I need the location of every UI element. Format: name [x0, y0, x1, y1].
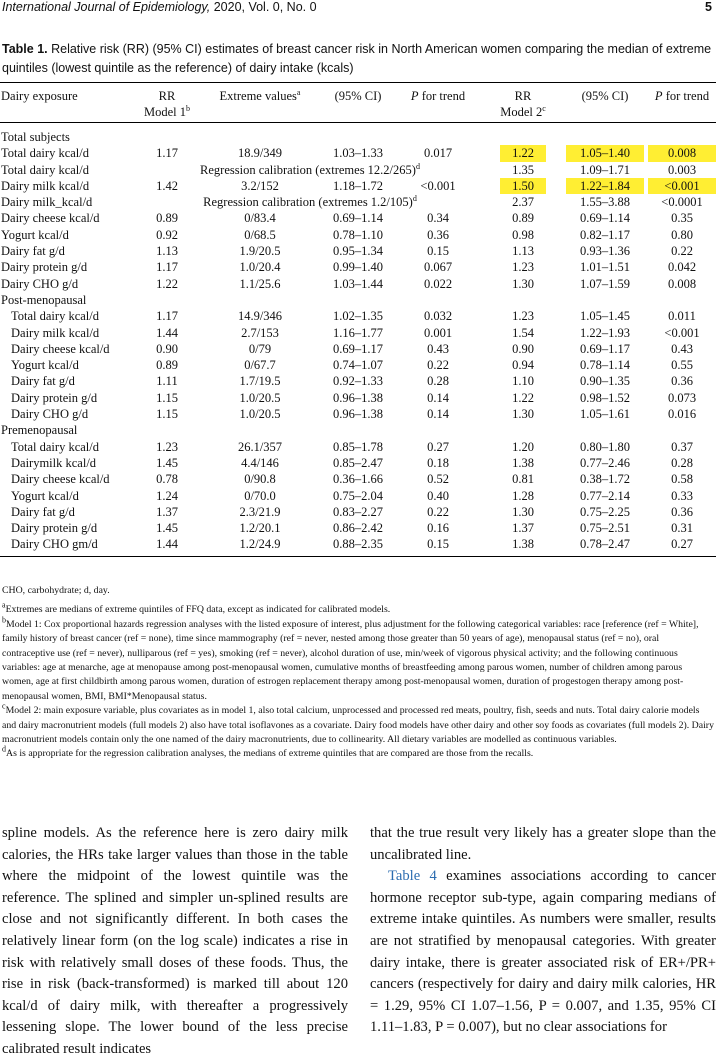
table-row [0, 259, 716, 275]
rr-model1-cell: 0.92 [156, 227, 178, 242]
footnote-d: $^d$As is appropriate for the regression calibration analyses, the medians of extreme quintiles that are compared are those from the recalls. [2, 745, 534, 760]
extreme-values-cell: 1.2/20.1 [239, 521, 281, 536]
rr-model1-cell: 1.44 [156, 325, 178, 340]
p-trend-model2-cell: 0.003 [667, 162, 697, 177]
ci-model2-cell: 0.80–1.80 [580, 439, 630, 454]
ci-model1-cell: 0.83–2.27 [333, 504, 383, 519]
rr-model2-cell: 1.28 [512, 488, 534, 503]
ci-model1-cell: 0.96–1.38 [333, 390, 383, 405]
p-trend-model2-cell: 0.016 [667, 407, 697, 422]
p-trend-model1-cell: 0.52 [427, 472, 449, 487]
ci-model1-cell: 1.16–1.77 [333, 325, 383, 340]
rr-model2-cell: 1.54 [512, 325, 534, 340]
caption-label: Table 1. [2, 42, 48, 56]
col-rr-model1: RR Model 1$^b$ [143, 89, 190, 119]
p-trend-model2-cell: 0.042 [667, 260, 697, 275]
p-trend-model1-cell: 0.032 [423, 309, 453, 324]
col-extreme-values: Extreme values$^a$ [219, 87, 301, 103]
ci-model1-cell: 0.99–1.40 [333, 260, 383, 275]
extreme-values-cell: 0/67.7 [244, 358, 276, 373]
ci-model2-cell: 0.75–2.51 [580, 521, 630, 536]
extreme-values-cell: 1.9/20.5 [239, 244, 281, 259]
ci-model2-cell: 0.75–2.25 [580, 504, 630, 519]
p-trend-model2-cell: 0.58 [671, 472, 693, 487]
p-trend-model1-cell: 0.28 [427, 374, 449, 389]
table-4-link[interactable]: Table 4 [388, 868, 437, 885]
row-label: Dairy CHO g/d [11, 407, 89, 422]
row-label: Post-menopausal [1, 292, 87, 307]
page-number: 5 [705, 0, 712, 14]
journal-citation [2, 0, 317, 14]
extreme-values-cell: 0/83.4 [244, 211, 276, 226]
p-trend-model1-cell: 0.22 [427, 504, 449, 519]
rr-model2-cell: 1.10 [512, 374, 534, 389]
body-paragraph: Table 4 examines associations according to cancer hormone receptor sub-type, again comparing medians of extreme intake quintiles. As numbers were smaller, results are not stratified by menopausal categories. With greater dairy intake, there is greater associated risk of ER+/PR+ cancers (respectively for dairy and dairy milk calories, HR = 1.29, 95% CI 1.07–1.56, P = 0.007, and 1.35, 95% CI 1.11–1.83, P = 0.007), but no clear associations for [370, 868, 716, 1036]
calibration-note: Regression calibration (extremes 1.2/105)$^d$ [203, 194, 417, 210]
rr-model1-cell: 1.44 [156, 537, 178, 552]
ci-model2-cell: 1.22–1.93 [580, 325, 630, 340]
row-label: Dairy protein g/d [11, 390, 98, 405]
rr-model2-cell: 0.94 [512, 358, 534, 373]
rr-model1-cell: 1.13 [156, 244, 178, 259]
p-trend-model1-cell: 0.40 [427, 488, 449, 503]
p-trend-model2-cell: 0.36 [671, 374, 693, 389]
p-trend-model2-cell: 0.55 [671, 358, 693, 373]
ci-model2-cell: 0.82–1.17 [580, 227, 630, 242]
p-trend-model1-cell: 0.16 [427, 521, 449, 536]
row-label: Dairy CHO gm/d [11, 537, 98, 552]
p-trend-model1-cell: 0.27 [427, 439, 449, 454]
table-caption [2, 40, 714, 78]
table-section-heading [0, 422, 716, 438]
p-trend-model2-cell: 0.31 [671, 521, 693, 536]
rr-model1-cell: 0.89 [156, 211, 178, 226]
ci-model2-cell: 1.22–1.84 [566, 178, 644, 194]
ci-model2-cell: 1.01–1.51 [580, 260, 630, 275]
rr-model2-cell: 1.23 [512, 309, 534, 324]
col-p-trend-model1: P for trend [410, 89, 466, 103]
table-row [0, 145, 716, 161]
rr-model1-cell: 1.22 [156, 276, 178, 291]
ci-model2-cell: 0.78–2.47 [580, 537, 630, 552]
p-trend-model2-cell: 0.35 [671, 211, 693, 226]
p-trend-model2-cell: <0.001 [664, 325, 700, 340]
ci-model1-cell: 0.69–1.17 [333, 341, 383, 356]
rr-model2-cell: 1.30 [512, 504, 534, 519]
rr-model2-cell: 0.81 [512, 472, 534, 487]
extreme-values-cell: 2.3/21.9 [239, 504, 281, 519]
p-trend-model2-cell: 0.22 [671, 244, 693, 259]
p-trend-model2-cell: 0.80 [671, 227, 693, 242]
p-trend-model2-cell: 0.43 [671, 341, 693, 356]
footnote-b: $^b$Model 1: Cox proportional hazards regression analyses with the listed exposure of interest, plus adjustment for the following categorical variables: race [reference (ref = White], family history of breast cancer (ref = none), time since mammography (ref = never, nested among those greater than 50 years of age), menopausal status (ref = no), oral contraceptive use (ref = never), nulliparous (ref = yes), smoking (ref = never), alcohol duration of use, min/week of vigorous physical activity; and the following continuous variables: age at menarche, age at menopause among post-menopausal women, cumulative months of breastfeeding among parous women, number of children among parous women, age at first childbirth among parous women, duration of estrogen replacement therapy among post-menopausal women, duration of progestogen therapy among post-menopausal women, BMI, BMI*Menopausal status. [2, 615, 699, 702]
rr-model1-cell: 1.45 [156, 521, 178, 536]
p-trend-model2-cell: 0.011 [668, 309, 696, 324]
rr-model1-cell: 1.42 [156, 178, 178, 193]
extreme-values-cell: 1.0/20.5 [239, 407, 281, 422]
table-row [0, 455, 716, 471]
p-trend-model2-cell: 0.008 [667, 276, 697, 291]
ci-model1-cell: 0.85–2.47 [333, 455, 383, 470]
table-row [0, 439, 716, 455]
results-table [0, 86, 716, 554]
extreme-values-cell: 0/90.8 [244, 472, 276, 487]
footnote-a: $^a$Extremes are medians of extreme quintiles of FFQ data, except as indicated for calibrated models. [2, 601, 391, 616]
rr-model2-cell: 1.37 [512, 521, 534, 536]
ci-model2-cell: 1.05–1.45 [580, 309, 630, 324]
ci-model2-cell: 1.07–1.59 [580, 276, 630, 291]
table-row [0, 178, 716, 194]
col-exposure: Dairy exposure [1, 89, 78, 103]
p-trend-model1-cell: 0.22 [427, 358, 449, 373]
ci-model1-cell: 0.95–1.34 [333, 244, 383, 259]
rr-model2-cell: 1.38 [512, 537, 534, 552]
row-label: Dairy cheese kcal/d [11, 472, 110, 487]
footnote-abbreviations: CHO, carbohydrate; d, day. [2, 585, 110, 596]
table-row [0, 357, 716, 373]
table-row [0, 504, 716, 520]
table-row [0, 341, 716, 357]
rr-model1-cell: 1.15 [156, 407, 178, 422]
extreme-values-cell: 1.0/20.5 [239, 390, 281, 405]
p-trend-model1-cell: 0.14 [427, 390, 449, 405]
rr-model2-cell: 1.22 [500, 145, 546, 161]
table-row [0, 227, 716, 243]
ci-model2-cell: 0.69–1.14 [580, 211, 630, 226]
extreme-values-cell: 1.0/20.4 [239, 260, 281, 275]
row-label: Dairy cheese kcal/d [11, 341, 110, 356]
rr-model2-cell: 1.13 [512, 244, 534, 259]
extreme-values-cell: 1.2/24.9 [239, 537, 281, 552]
p-trend-model1-cell: 0.067 [423, 260, 453, 275]
header-rule [0, 122, 716, 123]
extreme-values-cell: 14.9/346 [237, 309, 283, 324]
table-footnotes [2, 584, 714, 762]
journal-issue: 2020, Vol. 0, No. 0 [210, 0, 317, 14]
table-row [0, 308, 716, 324]
ci-model2-cell: 1.05–1.40 [566, 145, 644, 161]
table-section-heading [0, 292, 716, 308]
table-row [0, 536, 716, 552]
ci-model1-cell: 0.85–1.78 [333, 439, 383, 454]
p-trend-model2-cell: 0.073 [667, 390, 697, 405]
p-trend-model2-cell: 0.008 [648, 145, 716, 161]
row-label: Dairymilk kcal/d [11, 455, 97, 470]
row-label: Dairy CHO g/d [1, 276, 79, 291]
ci-model1-cell: 0.36–1.66 [333, 472, 383, 487]
ci-model1-cell: 0.86–2.42 [333, 521, 383, 536]
row-label: Dairy milk_kcal/d [1, 195, 93, 210]
rr-model1-cell: 1.24 [156, 488, 178, 503]
rr-model2-cell: 1.30 [512, 407, 534, 422]
table-row [0, 390, 716, 406]
ci-model2-cell: 0.78–1.14 [580, 358, 630, 373]
extreme-values-cell: 0/68.5 [244, 227, 276, 242]
ci-model1-cell: 0.69–1.14 [333, 211, 383, 226]
extreme-values-cell: 3.2/152 [241, 178, 279, 193]
extreme-values-cell: 1.1/25.6 [239, 276, 281, 291]
p-trend-model1-cell: 0.36 [427, 227, 449, 242]
col-ci-model2: (95% CI) [581, 89, 629, 103]
table-row [0, 471, 716, 487]
p-trend-model2-cell: 0.36 [671, 504, 693, 519]
row-label: Dairy fat g/d [11, 504, 75, 519]
table-bottom-rule [0, 556, 716, 557]
rr-model2-cell: 0.98 [512, 227, 534, 242]
p-trend-model1-cell: 0.15 [427, 244, 449, 259]
rr-model1-cell: 1.17 [156, 260, 178, 275]
ci-model2-cell: 1.55–3.88 [580, 195, 630, 210]
row-label: Dairy milk kcal/d [11, 325, 100, 340]
row-label: Dairy fat g/d [11, 374, 75, 389]
row-label: Dairy milk kcal/d [1, 178, 90, 193]
rr-model1-cell: 1.17 [156, 146, 178, 161]
rr-model2-cell: 0.89 [512, 211, 534, 226]
table-body [0, 129, 716, 553]
row-label: Dairy protein g/d [11, 521, 98, 536]
rr-model2-cell: 1.35 [512, 162, 534, 177]
table-row [0, 488, 716, 504]
p-trend-model1-cell: <0.001 [420, 178, 456, 193]
table-row [0, 243, 716, 259]
row-label: Yogurt kcal/d [11, 358, 79, 373]
rr-model1-cell: 0.90 [156, 341, 178, 356]
extreme-values-cell: 0/79 [248, 341, 272, 356]
ci-model2-cell: 0.77–2.46 [580, 455, 630, 470]
row-label: Total dairy kcal/d [1, 146, 89, 161]
body-column-right [370, 823, 716, 1039]
p-trend-model2-cell: <0.001 [648, 178, 716, 194]
running-header [0, 0, 716, 20]
caption-text: Relative risk (RR) (95% CI) estimates of breast cancer risk in North American women comparing the median of extreme quintiles (lowest quintile as the reference) of dairy intake (kcals) [2, 42, 712, 75]
footnote-c: $^c$Model 2: main exposure variable, plus covariates as in model 1, also total calcium, unprocessed and processed red meats, poultry, fish, seeds and nuts. Total dairy calorie models and dairy macronutrient models (full models 2) also have total isoflavones as a covariate. Dairy food models have other dairy and other soy foods as covariates (full models 2). Dairy macronutrient models contain only the one named of the dairy macronutrients, due to collinearity. All dietary variables are modelled as continuous variables. [2, 701, 714, 746]
ci-model1-cell: 0.78–1.10 [333, 227, 383, 242]
row-label: Total subjects [1, 130, 70, 144]
extreme-values-cell: 26.1/357 [237, 439, 283, 454]
p-trend-model1-cell: 0.43 [427, 341, 449, 356]
rr-model1-cell: 1.45 [156, 455, 178, 470]
table-row [0, 373, 716, 389]
ci-model2-cell: 0.93–1.36 [580, 244, 630, 259]
rr-model1-cell: 1.17 [156, 309, 178, 324]
table-section-heading [0, 129, 716, 145]
ci-model1-cell: 1.18–1.72 [333, 178, 383, 193]
rr-model1-cell: 1.15 [156, 390, 178, 405]
p-trend-model2-cell: 0.33 [671, 488, 693, 503]
row-label: Premenopausal [1, 423, 78, 438]
extreme-values-cell: 4.4/146 [241, 455, 279, 470]
row-label: Dairy cheese kcal/d [1, 211, 100, 226]
extreme-values-cell: 2.7/153 [241, 325, 279, 340]
rr-model2-cell: 2.37 [512, 195, 534, 210]
ci-model1-cell: 0.74–1.07 [333, 358, 383, 373]
col-p-trend-model2: P for trend [654, 89, 710, 103]
ci-model2-cell: 0.69–1.17 [580, 341, 630, 356]
ci-model2-cell: 1.09–1.71 [580, 162, 630, 177]
ci-model1-cell: 1.03–1.44 [333, 276, 383, 291]
ci-model2-cell: 1.05–1.61 [580, 407, 630, 422]
ci-model2-cell: 0.90–1.35 [580, 374, 630, 389]
rr-model2-cell: 1.50 [500, 178, 546, 194]
row-label: Yogurt kcal/d [1, 227, 69, 242]
p-trend-model2-cell: 0.28 [671, 455, 693, 470]
p-trend-model1-cell: 0.18 [427, 455, 449, 470]
rr-model1-cell: 1.11 [156, 374, 178, 389]
row-label: Total dairy kcal/d [1, 162, 89, 177]
ci-model1-cell: 0.92–1.33 [333, 374, 383, 389]
table-row [0, 406, 716, 422]
rr-model1-cell: 1.37 [156, 504, 178, 519]
journal-name: International Journal of Epidemiology, [2, 0, 211, 14]
row-label: Dairy protein g/d [1, 260, 88, 275]
p-trend-model1-cell: 0.34 [427, 211, 449, 226]
p-trend-model2-cell: <0.0001 [661, 195, 703, 210]
rr-model1-cell: 1.23 [156, 439, 178, 454]
ci-model2-cell: 0.98–1.52 [580, 390, 630, 405]
ci-model2-cell: 0.38–1.72 [580, 472, 630, 487]
p-trend-model1-cell: 0.001 [423, 325, 453, 340]
col-ci-model1: (95% CI) [334, 89, 382, 103]
rr-model2-cell: 0.90 [512, 341, 534, 356]
rr-model2-cell: 1.22 [512, 390, 534, 405]
p-trend-model2-cell: 0.37 [671, 439, 693, 454]
table-row [0, 520, 716, 536]
extreme-values-cell: 1.7/19.5 [239, 374, 281, 389]
rr-model2-cell: 1.20 [512, 439, 534, 454]
body-column-left [2, 823, 348, 1061]
p-trend-model2-cell: 0.27 [671, 537, 693, 552]
ci-model1-cell: 1.03–1.33 [333, 146, 383, 161]
table-top-rule [0, 82, 716, 83]
rr-model2-cell: 1.38 [512, 455, 534, 470]
row-label: Yogurt kcal/d [11, 488, 79, 503]
p-trend-model1-cell: 0.15 [427, 537, 449, 552]
table-row [0, 194, 716, 210]
table-row [0, 162, 716, 178]
extreme-values-cell: 18.9/349 [237, 146, 283, 161]
rr-model2-cell: 1.23 [512, 260, 534, 275]
table-row [0, 210, 716, 226]
row-label: Total dairy kcal/d [11, 439, 99, 454]
row-label: Dairy fat g/d [1, 244, 65, 259]
rr-model2-cell: 1.30 [512, 276, 534, 291]
p-trend-model1-cell: 0.14 [427, 407, 449, 422]
ci-model1-cell: 0.75–2.04 [333, 488, 383, 503]
col-rr-model2: RR Model 2$^c$ [500, 89, 546, 119]
calibration-note: Regression calibration (extremes 12.2/265)$^d$ [200, 161, 420, 177]
rr-model1-cell: 0.89 [156, 358, 178, 373]
rr-model1-cell: 0.78 [156, 472, 178, 487]
extreme-values-cell: 0/70.0 [244, 488, 276, 503]
row-label: Total dairy kcal/d [11, 309, 99, 324]
table-row [0, 325, 716, 341]
p-trend-model1-cell: 0.022 [423, 276, 453, 291]
table-header-row [0, 86, 716, 122]
ci-model2-cell: 0.77–2.14 [580, 488, 630, 503]
ci-model1-cell: 1.02–1.35 [333, 309, 383, 324]
ci-model1-cell: 0.88–2.35 [333, 537, 383, 552]
body-paragraph: that the true result very likely has a greater slope than the uncalibrated line. [370, 825, 716, 863]
p-trend-model1-cell: 0.017 [423, 146, 453, 161]
body-paragraph: spline models. As the reference here is zero dairy milk calories, the HRs take larger values than those in the table where the midpoint of the lowest quintile was the reference. The splined and simpler un-splined results are close and not significantly different. In both cases the relatively linear form (on the log scale) indicates a rise in risk with relatively small doses of these foods. Thus, the rise in risk (back-transformed) is marked till about 120 kcal/d of dairy milk, with thereafter a progressively lessening slope. The lower bound of the less precise calibrated result indicates [2, 825, 348, 1057]
ci-model1-cell: 0.96–1.38 [333, 407, 383, 422]
table-row [0, 276, 716, 292]
